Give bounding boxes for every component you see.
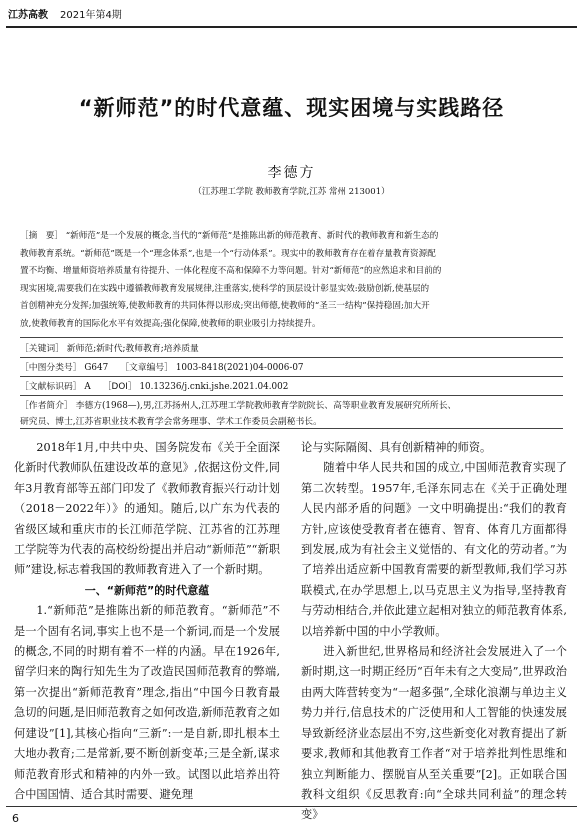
meta-rule bbox=[20, 337, 563, 338]
meta-rule bbox=[20, 428, 563, 429]
journal-name: 江苏高教 bbox=[8, 10, 48, 21]
meta-rule bbox=[20, 395, 563, 396]
meta-rule bbox=[20, 357, 563, 358]
doc-code-value: A bbox=[84, 382, 91, 392]
abstract bbox=[20, 228, 563, 334]
author-bio bbox=[20, 398, 563, 430]
bio-line: 研究员、博士,江苏省职业技术教育学会常务理事、学术工作委员会副秘书长。 bbox=[20, 417, 322, 427]
running-header bbox=[8, 6, 122, 21]
article-title: “新师范”的时代意蕴、现实困境与实践路径 bbox=[78, 96, 505, 120]
article-number-value: 1003-8418(2021)04-0006-07 bbox=[175, 363, 304, 373]
document-id bbox=[20, 379, 563, 392]
meta-rule bbox=[20, 376, 563, 377]
header-rule bbox=[6, 26, 577, 28]
abstract-line: 现实困境,需要我们在实践中遵循教师教育发展规律,注重落实,使科学的顶层设计彰显实效:鼓励创新,使基层的 bbox=[20, 283, 430, 294]
author-name: 李德方 bbox=[267, 165, 316, 181]
paragraph: 进入新世纪,世界格局和经济社会发展进入了一个新时期,这一时期正经历“百年未有之大变局”,世界政治由两大阵营转变为“一超多强”,全球化浪潮与单边主义势力并行,信息技术的广泛使用和人工智能的快速发展导致新经济业态层出不穷,这些新变化对教育提出了新要求,教师和其他教育工作者“对于培养批判性思维和独立判断能力、摆脱盲从至关重要”[2]。正如联合国教科文组织《反思教育:向“全球共同利益”的理念转变》 bbox=[301, 645, 567, 822]
article-number-label: ［文章编号］ bbox=[120, 363, 174, 373]
body-column-right bbox=[301, 438, 567, 826]
abstract-line: 教师教育系统。“新师范”既是一个“理念体系”,也是一个“行动体系”。现实中的教师教育存在着存量教育资源配 bbox=[20, 248, 436, 259]
paragraph: 1.“新师范”是推陈出新的师范教育。“新师范”不是一个固有名词,事实上也不是一个新词,而是一个发展的概念,不同的时期有着不一样的内涵。早在1926年,留学归来的陶行知先生为了改造民国师范教育的弊端,第一次提出“新师范教育”理念,指出“中国今日教育最急切的问题,是旧师范教育之如何改造,新师范教育之如何建设”[1],其核心指向“三新”:一是自新,即扎根本土大地办教育;二是常新,要不断创新变革;三是全新,谋求师范教育形式和精神的内外一致。试图以此培养出符合中国国情、适合其时需要、避免理 bbox=[14, 604, 280, 801]
bio-line: 李德方(1968—),男,江苏扬州人,江苏理工学院教师教育学院院长、高等职业教育发展研究所所长、 bbox=[75, 401, 457, 411]
abstract-label: ［摘 要］ bbox=[20, 231, 63, 241]
clc-label: ［中图分类号］ bbox=[20, 363, 82, 373]
abstract-line: 首创精神充分发挥;加强统筹,使教师教育的共同体得以形成;突出师德,使教师的“圣三一结构”保持稳固;加大开 bbox=[20, 301, 430, 312]
classification bbox=[20, 360, 563, 373]
keywords-text: 新师范;新时代;教师教育;培养质量 bbox=[66, 344, 199, 354]
paragraph: 2018年1月,中共中央、国务院发布《关于全面深化新时代教师队伍建设改革的意见》,依据这份文件,同年3月教育部等五部门印发了《教师教育振兴行动计划（2018－2022年）》的通知。随后,以广东为代表的省级区域和重庆市的长江师范学院、江苏省的江苏理工学院等为代表的高校纷纷提出并启动“新师范”“新职师”建设,标志着我国的教师教育进入了一个新时期。 bbox=[14, 441, 280, 577]
abstract-line: “新师范”是一个发展的概念,当代的“新师范”是推陈出新的师范教育、新时代的教师教育和新生态的 bbox=[65, 231, 439, 241]
issue-label: 2021年第4期 bbox=[60, 10, 122, 21]
section-heading: 一、“新师范”的时代意蕴 bbox=[84, 583, 210, 597]
body-column-left bbox=[14, 438, 280, 805]
page-number: 6 bbox=[12, 812, 19, 825]
affiliation: （江苏理工学院 教师教育学院,江苏 常州 213001） bbox=[193, 187, 390, 197]
abstract-line: 置不均衡、增量师资培养质量有待提升、一体化程度不高和保障不力等问题。针对“新师范”的应然追求和目前的 bbox=[20, 266, 442, 277]
doi-value[interactable]: 10.13236/j.cnki.jshe.2021.04.002 bbox=[139, 382, 289, 392]
abstract-line: 放,使教师教育的国际化水平有效提高;强化保障,使教师的职业吸引力持续提升。 bbox=[20, 318, 321, 329]
keywords-label: ［关键词］ bbox=[20, 344, 64, 354]
bio-label: ［作者简介］ bbox=[20, 401, 73, 411]
paragraph: 随着中华人民共和国的成立,中国师范教育实现了第二次转型。1957年,毛泽东同志在《关于正确处理人民内部矛盾的问题》一文中明确提出:“我们的教育方针,应该使受教育者在德育、智育、体育几方面都得到发展,成为有社会主义觉悟的、有文化的劳动者。”为了培养出适应新中国教育需要的新型教师,我们学习苏联模式,在办学思想上,以马克思主义为指导,坚持教育与劳动相结合,并依此建立起相对独立的师范教育体系,以培养新中国的中小学教师。 bbox=[301, 461, 567, 638]
footer-rule bbox=[6, 806, 577, 807]
keywords bbox=[20, 341, 563, 354]
doi-label: ［DOI］ bbox=[102, 382, 137, 392]
paragraph: 论与实际隔阂、具有创新精神的师资。 bbox=[301, 441, 492, 454]
doc-code-label: ［文献标识码］ bbox=[20, 382, 82, 392]
clc-value: G647 bbox=[84, 363, 109, 373]
